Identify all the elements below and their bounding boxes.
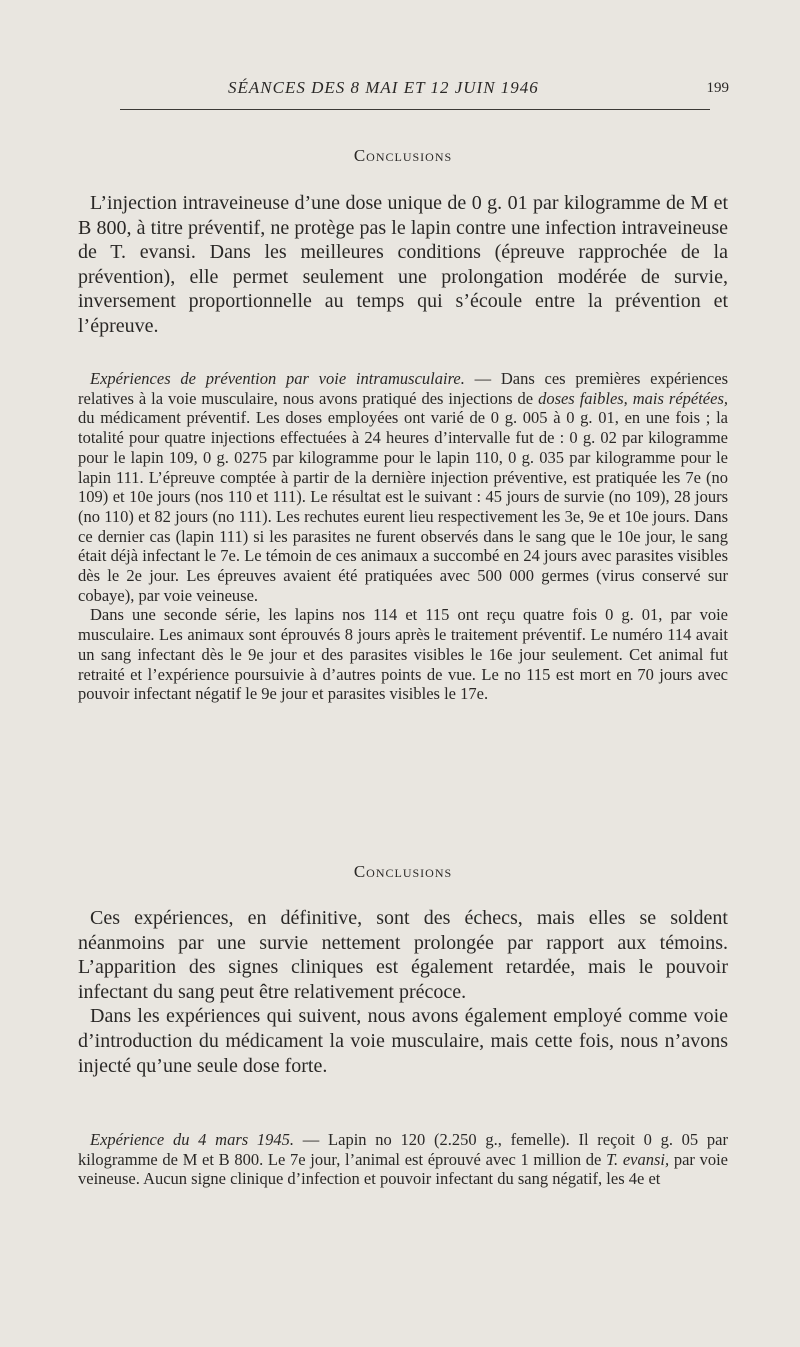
- paragraph-emphasis: T. evansi,: [606, 1149, 670, 1169]
- conclusions-1-body: [78, 191, 728, 339]
- section-heading: Conclusions: [353, 146, 453, 165]
- paragraph: [78, 369, 728, 605]
- paragraph: L’injection intraveineuse d’une dose unique de 0 g. 01 par kilogramme de M et B 800, à titre préventif, ne protège pas le lapin contre une infection intraveineuse de T. evansi. Dans les meilleures conditions (épreuve rapprochée de la prévention), elle permet seulement une prolongation modérée de survie, inversement proportionnelle au temps qui s’écoule entre la prévention et l’épreuve.: [78, 192, 728, 337]
- page-number: 199: [706, 80, 729, 96]
- section-heading: Conclusions: [353, 862, 453, 881]
- running-header: [78, 78, 729, 102]
- experience-1945-section: [78, 1130, 728, 1189]
- conclusions-section-2: [78, 862, 728, 882]
- paragraph-text: — Lapin no 120 (2.250 g., femelle). Il reçoit 0 g. 05 par kilogramme de M et B 800. Le 7e jour, l’animal est éprouvé avec 1 million de: [78, 1130, 728, 1169]
- paragraph-text: par voie veineuse. Aucun signe clinique d’infection et pouvoir infectant du sang négatif, les 4e et: [78, 1149, 729, 1189]
- running-title: SÉANCES DES 8 MAI ET 12 JUIN 1946: [228, 78, 539, 97]
- paragraph-emphasis: doses faibles, mais répétées,: [538, 388, 728, 408]
- paragraph: [78, 1130, 728, 1189]
- paragraph-text: du médicament préventif. Les doses employées ont varié de 0 g. 005 à 0 g. 01, en une fois ; la totalité pour quatre injections effectuées à 24 heures d’intervalle fut de : 0 g. 02 par kilogramme pour le lapin 109, 0 g. 0275 par kilogramme pour le lapin 110, 0 g. 035 par kilogramme pour le lapin 111. L’épreuve comptée à partir de la dernière injection préventive, est pratiquée les 7e (no 109) et 10e jours (nos 110 et 111). Le résultat est le suivant : 45 jours de survie (no 109), 28 jours (no 110) et 82 jours (no 111). Les rechutes eurent lieu respectivement les 3e, 9e et 10e jours. Dans ce dernier cas (lapin 111) si les parasites ne furent observés dans le sang que le 10e jour, le sang était déjà infectant le 7e. Le témoin de ces animaux a succombé en 24 jours avec parasites visibles dès le 2e jour. Les épreuves avaient été pratiquées avec 500 000 germes (virus conservé sur cobaye), par voie veineuse.: [78, 408, 728, 605]
- paragraph: Dans les expériences qui suivent, nous avons également employé comme voie d’introduction du médicament la voie musculaire, mais cette fois, nous n’avons injecté qu’une seule dose forte.: [78, 1005, 728, 1077]
- header-rule: [120, 109, 710, 110]
- paragraph-lead: Expériences de prévention par voie intramusculaire.: [90, 369, 465, 388]
- conclusions-2-body: [78, 906, 728, 1078]
- intramuscular-section: [78, 369, 728, 704]
- paragraph: Dans une seconde série, les lapins nos 114 et 115 ont reçu quatre fois 0 g. 01, par voie musculaire. Les animaux sont éprouvés 8 jours après le traitement préventif. Le numéro 114 avait un sang infectant dès le 9e jour et des parasites visibles le 16e jour seulement. Cet animal fut retraité et l’expérience poursuivie à d’autres points de vue. Le no 115 est mort en 70 jours avec pouvoir infectant négatif le 9e jour et parasites visibles le 17e.: [78, 605, 728, 704]
- paragraph: Ces expériences, en définitive, sont des échecs, mais elles se soldent néanmoins par une survie nettement prolongée par rapport aux témoins. L’apparition des signes cliniques est également retardée, mais le pouvoir infectant du sang peut être relativement précoce.: [78, 907, 728, 1003]
- conclusions-section-1: [78, 146, 728, 166]
- paragraph-text: — Dans ces premières expériences relatives à la voie musculaire, nous avons pratiqué des injections de: [78, 369, 728, 408]
- paragraph-lead: Expérience du 4 mars 1945.: [90, 1130, 295, 1149]
